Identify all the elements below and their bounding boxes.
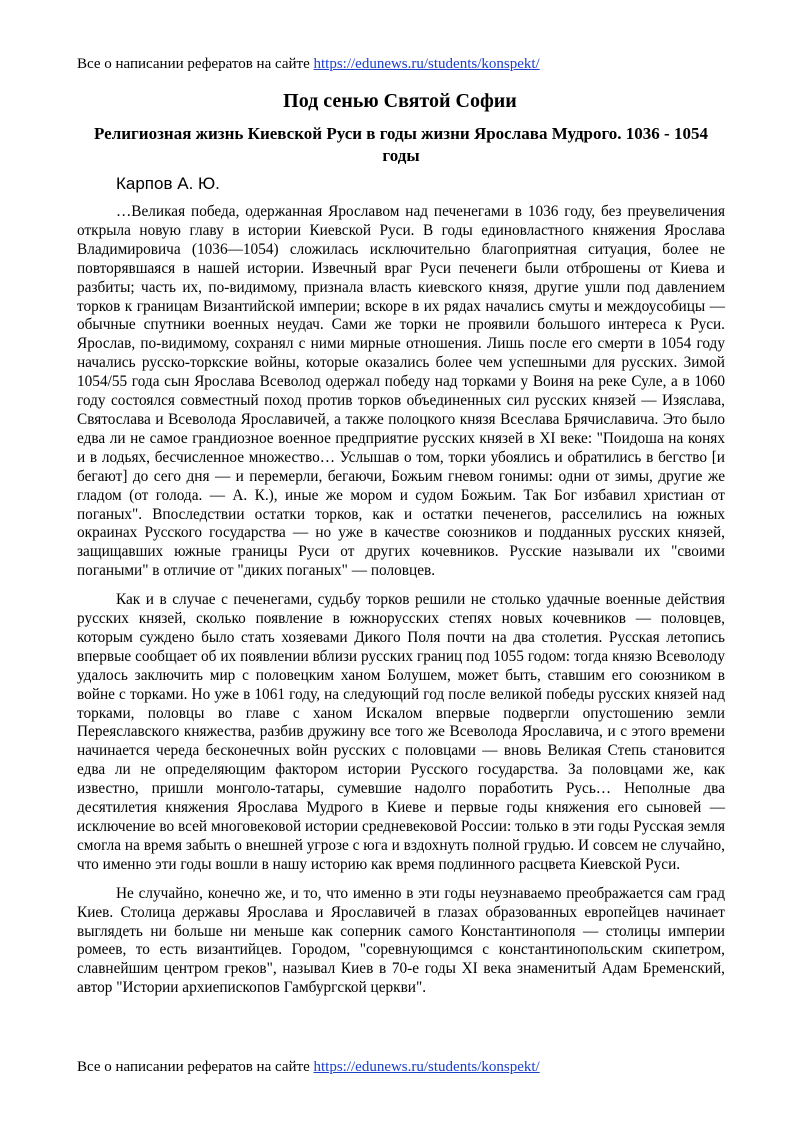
author-name: Карпов А. Ю. [116,174,220,193]
header-link[interactable]: https://edunews.ru/students/konspekt/ [313,56,540,72]
footer-note [77,1058,540,1076]
footer-link[interactable]: https://edunews.ru/students/konspekt/ [313,1059,540,1075]
footer-prefix: Все о написании рефератов на сайте [77,1059,314,1075]
article-body [77,203,725,1008]
header-note [77,55,540,73]
paragraph-3: Не случайно, конечно же, и то, что именно в эти годы неузнаваемо преображается сам град Киев. Столица державы Ярослава и Ярославичей в глазах образованных европейцев начинает выглядеть ни больше ни меньше как соперник самого Константинополя — столицы империи ромеев, то есть византийцев. Городом, "соревнующимся с константинопольским скипетром, славнейшим центром греков", называл Киев в 70-е годы XI века знаменитый Адам Бременский, автор "Истории архиепископов Гамбургской церкви". [77,884,725,997]
document-subtitle: Религиозная жизнь Киевской Руси в годы жизни Ярослава Мудрого. 1036 - 1054 годы [94,124,708,165]
paragraph-1: …Великая победа, одержанная Ярославом над печенегами в 1036 году, без преувеличения открыла новую главу в истории Киевской Руси. В годы единовластного княжения Ярослава Владимировича (1036—1054) сложилась исключительно благоприятная ситуация, более не повторявшаяся в нашей истории. Извечный враг Руси печенеги были отброшены от Киева и разбиты; часть их, по-видимому, признала власть киевского князя, другие ушли под давлением торков к границам Византийской империи; вскоре в их рядах начались смуты и междоусобицы — обычные спутники военных неудач. Сами же торки не проявили большого интереса к Руси. Ярослав, по-видимому, сохранял с ними мирные отношения. Лишь после его смерти в 1054 году начались русско-торкские войны, которые оказались более чем успешными для русских. Зимой 1054/55 года сын Ярослава Всеволод одержал победу над торками у Воиня на реке Суле, а в 1060 году состоялся совместный поход против торков объединенных сил русских князей — Изяслава, Святослава и Всеволода Ярославичей, а также полоцкого князя Всеслава Брячиславича. Это было едва ли не самое грандиозное военное предприятие русских князей в XI веке: "Поидоша на конях и в лодьях, бесчисленное множество… Услышав о том, торки убоялись и обратились в бегство [и бегают] до сего дня — и перемерли, бегаючи, Божьим гневом гонимы: одни от зимы, другие же гладом (от голода. — А. К.), иные же мором и судом Божьим. Так Бог избавил христиан от поганых". Впоследствии остатки торков, как и остатки печенегов, расселились на южных окраинах Русского государства — но уже в качестве союзников и подданных русских князей, защищавших южные границы Руси от других кочевников. Русские называли их "своими погаными" в отличие от "диких поганых" — половцев. [77,203,725,580]
document-title: Под сенью Святой Софии [283,90,517,112]
paragraph-2: Как и в случае с печенегами, судьбу торков решили не столько удачные военные действия русских князей, сколько появление в южнорусских степях новых кочевников — половцев, которым суждено было стать хозяевами Дикого Поля почти на два столетия. Русская летопись впервые сообщает об их появлении вблизи русских границ под 1055 годом: тогда князю Всеволоду удалось заключить мир с половецким ханом Болушем, может быть, ставшим его союзником в войне с торками. Но уже в 1061 году, на следующий год после великой победы русских князей над торками, половцы во главе с ханом Искалом впервые подвергли опустошению земли Переяславского княжества, разбив дружину все того же Всеволода Ярославича, и с этого времени начинается череда бесконечных войн русских с половцами — вновь Великая Степь становится едва ли не определяющим фактором истории Русского государства. За половцами же, как известно, пришли монголо-татары, сумевшие надолго поработить Русь… Неполные два десятилетия княжения Ярослава Мудрого в Киеве и первые годы княжения его сыновей — исключение во всей многовековой истории средневековой России: только в эти годы Русская земля смогла на время забыть о внешней угрозе с юга и вздохнуть полной грудью. И совсем не случайно, что именно эти годы вошли в нашу историю как время подлинного расцвета Киевской Руси. [77,591,725,873]
header-prefix: Все о написании рефератов на сайте [77,56,314,72]
